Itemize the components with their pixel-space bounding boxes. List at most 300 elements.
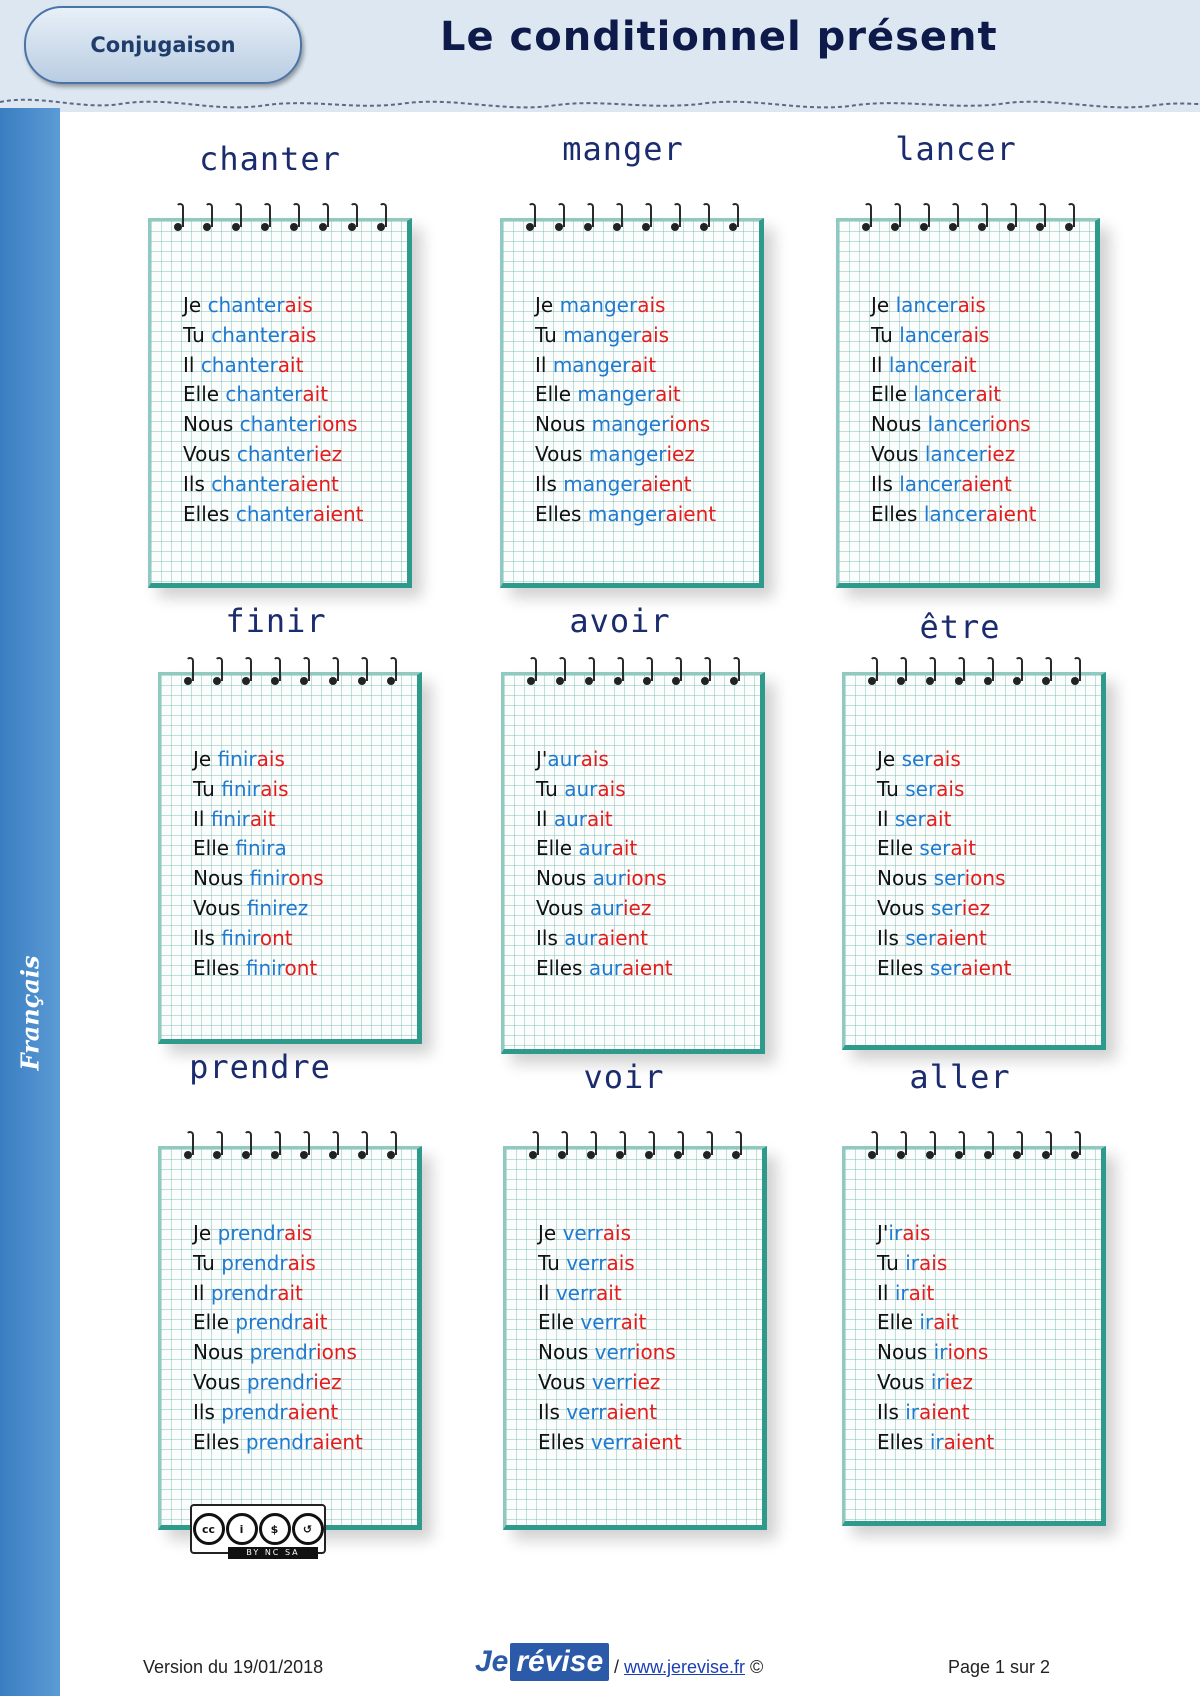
license-text: BY NC SA [228,1547,318,1559]
verb-ending: ais [287,1250,316,1275]
conjugation-line [535,440,749,470]
verb-stem: ser [901,747,933,771]
pronoun: Tu [538,1250,567,1275]
verb-ending: ait [655,382,681,407]
verb-ending: ait [586,806,613,831]
pronoun: Je [535,293,560,317]
conjugation-line [538,1338,752,1368]
pronoun: Elle [193,1310,236,1335]
verb-stem: manger [563,322,641,347]
verb-ending: ait [925,806,952,831]
url-suffix: © [745,1657,764,1677]
spiral-binding [503,203,759,239]
verb-stem: verr [591,1369,633,1394]
conjugation-line [193,1279,407,1309]
verb-stem: ir [905,1399,920,1424]
pronoun: Je [193,1221,218,1245]
verb-ending: ions [964,866,1006,891]
pronoun: Vous [183,441,237,466]
spiral-binding [161,1131,417,1167]
pronoun: Nous [871,412,928,437]
pronoun: Tu [535,322,564,347]
pronoun: Ils [877,925,906,950]
verb-ending: ions [634,1340,676,1365]
pronoun: Nous [183,412,240,437]
verb-stem: manger [587,501,666,526]
pronoun: Tu [193,1250,222,1275]
pronoun: Tu [536,776,565,801]
spiral-binding [161,657,417,693]
verb-stem: prendr [210,1280,278,1305]
verb-ending: aient [631,1429,682,1454]
conjugation-line [183,351,397,381]
verb-stem: aur [578,836,612,861]
notebook-finir [158,672,422,1044]
conjugation-list [183,291,397,529]
notebook-avoir [501,672,765,1054]
verb-stem: ir [933,1340,948,1365]
notebook-aller [842,1146,1106,1526]
verb-ending: ais [597,776,626,801]
pronoun: Elle [536,836,579,861]
sa-icon: ↺ [292,1513,324,1545]
verb-ending: aient [597,925,649,950]
verb-ending: aient [943,1429,995,1454]
verb-title-voir: voir [583,1058,665,1096]
page-number: Page 1 sur 2 [948,1657,1051,1677]
conjugation-line [183,410,397,440]
verb-ending: iez [313,1369,342,1394]
conjugation-line [536,745,750,775]
verb-stem: prendr [245,1429,313,1454]
pronoun: Il [536,806,554,831]
verb-ending: iez [961,895,991,920]
conjugation-line [193,1398,407,1428]
pronoun: Tu [871,322,900,347]
verb-stem: prendr [217,1221,284,1245]
verb-ending: ais [637,293,666,317]
notebook-voir [503,1146,767,1530]
verb-stem: lancer [924,441,987,466]
verb-ending: ait [596,1280,622,1305]
verb-title-aller: aller [909,1058,1011,1096]
verb-stem: manger [591,412,670,437]
subject-label: Français [15,955,45,1071]
verb-ending: ait [630,352,657,377]
conjugation-line [877,1219,1091,1249]
pronoun: Vous [877,1369,931,1394]
conjugation-line [877,1279,1091,1309]
verb-ending: ais [580,747,609,771]
verb-stem: manger [552,352,631,377]
verb-ending: ait [908,1280,935,1305]
verb-stem: ir [894,1280,909,1305]
verb-ending: iez [666,441,695,466]
verb-title-etre: être [919,608,1001,646]
verb-ending: ions [669,412,711,437]
website-credit [614,1657,763,1678]
subject-sidebar [0,108,60,1696]
verb-stem: lancer [899,322,962,347]
conjugation-line [193,834,407,864]
verb-stem: verr [555,1280,597,1305]
verb-stem: lancer [888,352,951,377]
pronoun: Elles [535,501,588,526]
verb-ending: aient [312,501,364,526]
conjugation-line [877,894,1091,924]
conjugation-line [193,1338,407,1368]
verb-ending: ons [288,866,324,891]
conjugation-line [538,1368,752,1398]
conjugation-line [193,805,407,835]
conjugation-line [535,470,749,500]
pronoun: Elle [877,1310,920,1335]
verb-ending: ais [961,322,990,347]
verb-stem: verr [594,1340,635,1365]
verb-stem: chanter [211,471,289,496]
verb-ending: aient [288,471,339,496]
verb-ending: aient [985,501,1037,526]
conjugation-line [877,775,1091,805]
pronoun: Il [183,352,201,377]
verb-ending: ions [947,1340,989,1365]
verb-stem: verr [566,1250,607,1275]
pronoun: Elles [871,501,924,526]
notebook-etre [842,672,1106,1050]
verb-title-manger: manger [562,130,684,168]
verb-ending: ions [625,866,667,891]
pronoun: Ils [538,1399,567,1424]
notebook-prendre [158,1146,422,1530]
pronoun: Il [877,806,895,831]
spiral-binding [845,1131,1101,1167]
pronoun: Vous [871,441,925,466]
pronoun: Ils [183,471,212,496]
verb-ending: aient [640,471,692,496]
pronoun: Il [871,352,889,377]
pronoun: Ils [535,471,564,496]
pronoun: Il [538,1280,556,1305]
spiral-binding [845,657,1101,693]
verb-ending: ais [288,322,317,347]
conjugation-line [536,894,750,924]
verb-stem: chanter [225,382,303,407]
conjugation-list [877,1219,1091,1457]
conjugation-line [871,321,1085,351]
pronoun: Ils [193,925,222,950]
verb-stem: chanter [200,352,278,377]
verb-stem: lancer [895,293,958,317]
verb-ending: ait [950,836,977,861]
conjugation-list [535,291,749,529]
conjugation-line [877,864,1091,894]
verb-stem: aur [592,866,626,891]
verb-stem: finir [210,806,250,831]
verb-stem: lancer [913,382,976,407]
pronoun: Elle [535,382,578,407]
pronoun: Tu [183,322,212,347]
verb-ending: aient [312,1429,363,1454]
verb-ending: ait [975,382,1002,407]
conjugation-line [877,834,1091,864]
verb-stem: ser [929,955,961,980]
cc-icon: cc [193,1513,225,1545]
pronoun: Il [193,1280,211,1305]
verb-stem: chanter [207,293,285,317]
spiral-binding [839,203,1095,239]
verb-title-chanter: chanter [199,140,341,178]
pronoun: Nous [536,866,593,891]
conjugation-line [877,1249,1091,1279]
pronoun: Je [183,293,208,317]
verb-stem: ser [933,866,965,891]
verb-stem: finir [221,776,261,801]
verb-stem: lancer [923,501,986,526]
pronoun: Elle [183,382,226,407]
pronoun: Vous [538,1369,592,1394]
conjugation-line [871,470,1085,500]
pronoun: Vous [535,441,589,466]
verb-stem: finirez [246,895,309,920]
conjugation-line [877,745,1091,775]
conjugation-line [877,1398,1091,1428]
verb-ending: aient [665,501,717,526]
conjugation-line [193,1428,407,1458]
conjugation-line [871,351,1085,381]
verb-stem: verr [562,1221,603,1245]
verb-ending: iez [944,1369,973,1394]
notebook-chanter [148,218,412,588]
verb-ending: ais [284,293,313,317]
verb-ending: ais [640,322,670,347]
pronoun: Nous [877,1340,934,1365]
spiral-binding [506,1131,762,1167]
pronoun: Nous [535,412,592,437]
verb-ending: iez [313,441,343,466]
pronoun: Elles [877,1429,930,1454]
verb-ending: ait [302,382,329,407]
conjugation-line [871,440,1085,470]
pronoun: Ils [193,1399,222,1424]
conjugation-line [538,1308,752,1338]
conjugation-line [183,440,397,470]
conjugation-line [193,1368,407,1398]
conjugation-line [536,805,750,835]
verb-ending: ais [283,1221,313,1245]
verb-stem: aur [564,925,598,950]
pronoun: Elles [183,501,236,526]
pronoun: Ils [871,471,900,496]
conjugation-line [193,924,407,954]
verb-stem: chanter [236,441,314,466]
conjugation-line [536,775,750,805]
conjugation-line [871,410,1085,440]
conjugation-list [871,291,1085,529]
pronoun: Nous [538,1340,595,1365]
verb-ending: aient [606,1399,658,1424]
pronoun: Elle [871,382,914,407]
conjugation-line [538,1279,752,1309]
verb-ending: ont [284,955,318,980]
pronoun: Je [193,747,218,771]
verb-stem: manger [559,293,638,317]
conjugation-line [877,924,1091,954]
conjugation-line [871,500,1085,530]
verb-ending: aient [961,471,1012,496]
verb-ending: ait [620,1310,647,1335]
pronoun: Je [877,747,902,771]
verb-stem: ser [894,806,926,831]
notebook-manger [500,218,764,588]
verb-stem: chanter [239,412,317,437]
verb-stem: finira [235,836,287,861]
pronoun: J' [877,1221,889,1245]
verb-stem: lancer [899,471,962,496]
verb-stem: ir [929,1429,944,1454]
verb-stem: ser [905,776,937,801]
pronoun: Vous [193,1369,247,1394]
verb-ending: ais [902,1221,931,1245]
verb-stem: aur [564,776,598,801]
verb-ending: ais [919,1250,948,1275]
pronoun: Vous [536,895,590,920]
logo-revise: révise [510,1643,609,1681]
conjugation-line [193,954,407,984]
verb-stem: prendr [246,1369,314,1394]
pronoun: Elle [538,1310,581,1335]
conjugation-line [193,1219,407,1249]
conjugation-line [535,321,749,351]
conjugation-line [538,1398,752,1428]
pronoun: Elle [877,836,920,861]
verb-stem: manger [563,471,641,496]
conjugation-line [535,291,749,321]
verb-stem: aur [589,895,623,920]
verb-stem: ir [919,1310,934,1335]
conjugation-line [535,380,749,410]
pronoun: Elles [193,1429,246,1454]
version-date: Version du 19/01/2018 [143,1657,324,1677]
pronoun: Ils [877,1399,906,1424]
pronoun: Ils [536,925,565,950]
conjugation-line [536,864,750,894]
verb-ending: aient [287,1399,339,1424]
verb-title-lancer: lancer [895,130,1017,168]
pronoun: Vous [193,895,247,920]
verb-stem: prendr [235,1310,302,1335]
verb-ending: ais [256,747,285,771]
pronoun: Je [538,1221,563,1245]
verb-stem: ser [919,836,951,861]
pronoun: Vous [877,895,931,920]
conjugation-line [193,1308,407,1338]
conjugation-line [877,1428,1091,1458]
verb-ending: ais [602,1221,632,1245]
conjugation-line [193,745,407,775]
verb-ending: ait [933,1310,959,1335]
url-prefix: / [614,1657,625,1677]
conjugation-line [183,500,397,530]
verb-ending: ait [249,806,276,831]
verb-ending: ait [277,1280,303,1305]
verb-title-prendre: prendre [189,1048,331,1086]
pronoun: Elles [538,1429,591,1454]
conjugation-line [183,470,397,500]
verb-ending: ais [957,293,986,317]
pronoun: Il [193,806,211,831]
verb-title-avoir: avoir [569,602,671,640]
verb-ending: ais [932,747,961,771]
verb-stem: finir [217,747,257,771]
verb-ending: iez [986,441,1016,466]
conjugation-line [183,321,397,351]
verb-stem: aur [547,747,581,771]
conjugation-line [877,805,1091,835]
pronoun: Il [877,1280,895,1305]
page-title: Le conditionnel présent [440,14,998,60]
verb-stem: ser [930,895,962,920]
verb-stem: manger [577,382,656,407]
pronoun: Nous [193,866,250,891]
verb-ending: aient [622,955,673,980]
conjugation-line [193,864,407,894]
logo-je: Je [475,1645,509,1678]
verb-ending: ions [316,412,358,437]
pronoun: Il [535,352,553,377]
verb-stem: ir [905,1250,919,1275]
conjugation-list [538,1219,752,1457]
verb-stem: verr [590,1429,632,1454]
website-link[interactable]: www.jerevise.fr [624,1657,746,1677]
conjugation-list [193,745,407,983]
conjugation-line [538,1428,752,1458]
verb-stem: ser [905,925,937,950]
pronoun: Elle [193,836,236,861]
header-wavy-border [0,92,1200,120]
verb-stem: prendr [249,1340,317,1365]
conjugation-line [193,1249,407,1279]
verb-stem: finir [249,866,289,891]
verb-ending: aient [936,925,987,950]
verb-ending: ait [277,352,304,377]
verb-stem: lancer [927,412,990,437]
pronoun: Tu [877,1250,906,1275]
verb-stem: chanter [235,501,313,526]
verb-ending: ait [301,1310,328,1335]
category-label: Conjugaison [90,33,236,57]
spiral-binding [504,657,760,693]
conjugation-line [536,924,750,954]
verb-stem: aur [588,955,622,980]
verb-stem: finir [221,925,260,950]
verb-stem: prendr [221,1399,288,1424]
verb-stem: chanter [211,322,289,347]
verb-ending: iez [632,1369,661,1394]
pronoun: Tu [877,776,906,801]
conjugation-line [877,1338,1091,1368]
verb-stem: ir [888,1221,903,1245]
verb-ending: ais [260,776,289,801]
conjugation-line [871,291,1085,321]
pronoun: J' [536,747,548,771]
conjugation-line [877,954,1091,984]
verb-stem: ir [930,1369,945,1394]
verb-stem: verr [566,1399,607,1424]
category-badge [24,6,302,84]
spiral-binding [151,203,407,239]
verb-stem: prendr [221,1250,288,1275]
verb-stem: aur [553,806,587,831]
